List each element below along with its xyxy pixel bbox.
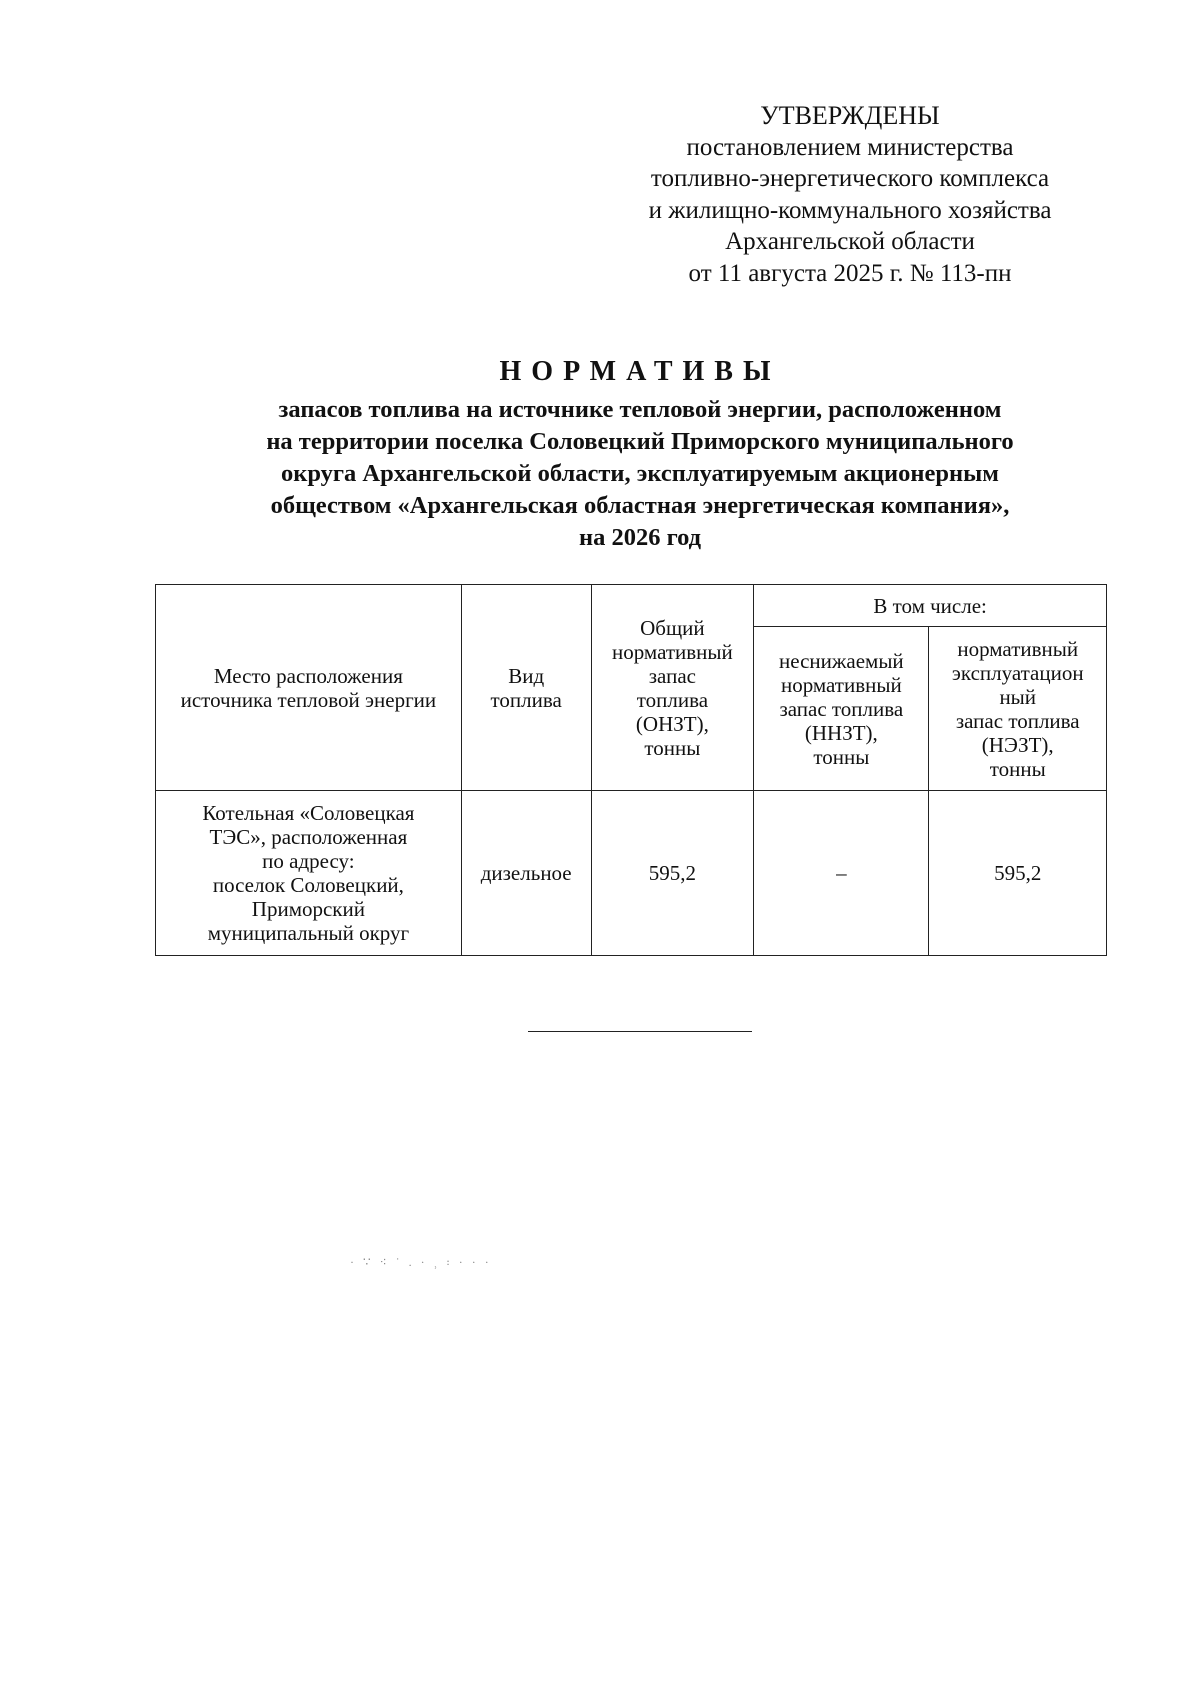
header-text: ный xyxy=(999,684,1037,709)
header-text: Место расположения xyxy=(213,663,403,688)
cell-text: Приморский xyxy=(251,897,365,921)
header-text: топлива xyxy=(490,687,562,712)
header-text: источника тепловой энергии xyxy=(180,687,437,712)
cell-nezt: 595,2 xyxy=(929,791,1107,956)
approval-line: топливно-энергетического комплекса xyxy=(650,165,1050,192)
fuel-norms-table xyxy=(155,584,1107,956)
cell-text: Котельная «Соловецкая xyxy=(202,801,415,825)
header-total-reserve xyxy=(591,585,754,791)
header-text: Вид xyxy=(508,663,545,688)
header-nezt xyxy=(929,627,1107,791)
header-text: запас xyxy=(648,663,696,688)
cell-text: поселок Соловецкий, xyxy=(212,873,404,897)
approval-block xyxy=(600,100,1100,289)
cell-nnzt: – xyxy=(754,791,929,956)
header-text: тонны xyxy=(813,744,870,769)
document-subtitle xyxy=(150,394,1130,554)
subtitle-line: округа Архангельской области, эксплуатируемым акционерным xyxy=(281,460,999,487)
header-text: нормативный xyxy=(780,672,902,697)
document-title: НОРМАТИВЫ xyxy=(499,356,781,387)
scan-specks: · ∵ ⁖ ˙ . · ⸒ ꞉ · · · xyxy=(350,1255,492,1269)
header-text: топлива xyxy=(636,687,709,712)
header-text: Общий xyxy=(640,615,705,640)
cell-text: муниципальный округ xyxy=(207,921,410,945)
subtitle-year-line: на 2026 год xyxy=(578,524,702,551)
cell-total: 595,2 xyxy=(591,791,754,956)
header-text: неснижаемый xyxy=(779,648,904,673)
header-text: (НЭЗТ), xyxy=(981,732,1054,757)
approval-line: Архангельской области xyxy=(725,228,975,255)
approval-title: УТВЕРЖДЕНЫ xyxy=(760,101,940,130)
approval-line: постановлением министерства xyxy=(686,133,1014,161)
header-text: нормативный xyxy=(612,639,733,664)
subtitle-line: на территории поселка Соловецкий Приморского муниципального xyxy=(266,428,1014,455)
header-text: нормативный xyxy=(957,636,1079,661)
header-text: (ННЗТ), xyxy=(804,720,878,745)
header-text: тонны xyxy=(644,735,701,760)
header-text: тонны xyxy=(989,756,1046,781)
cell-text: по адресу: xyxy=(262,849,355,873)
table-header-row xyxy=(156,585,1107,627)
header-text: (ОНЗТ), xyxy=(635,711,709,736)
approval-line: и жилищно-коммунального хозяйства xyxy=(648,196,1052,224)
header-text: эксплуатацион xyxy=(951,660,1084,685)
cell-place xyxy=(156,791,462,956)
header-place xyxy=(156,585,462,791)
approval-date-number: от 11 августа 2025 г. № 113-пн xyxy=(688,259,1012,287)
header-fuel-type xyxy=(461,585,591,791)
header-text: запас топлива xyxy=(779,696,904,721)
end-divider-line xyxy=(528,1031,752,1032)
cell-text: ТЭС», расположенная xyxy=(209,825,408,849)
header-text: запас топлива xyxy=(955,708,1080,733)
subtitle-line: обществом «Архангельская областная энергетическая компания», xyxy=(270,492,1010,519)
subtitle-line: запасов топлива на источнике тепловой энергии, расположенном xyxy=(278,396,1002,423)
header-nnzt xyxy=(754,627,929,791)
table-row xyxy=(156,791,1107,956)
header-including: В том числе: xyxy=(754,585,1107,627)
cell-fuel-type: дизельное xyxy=(461,791,591,956)
